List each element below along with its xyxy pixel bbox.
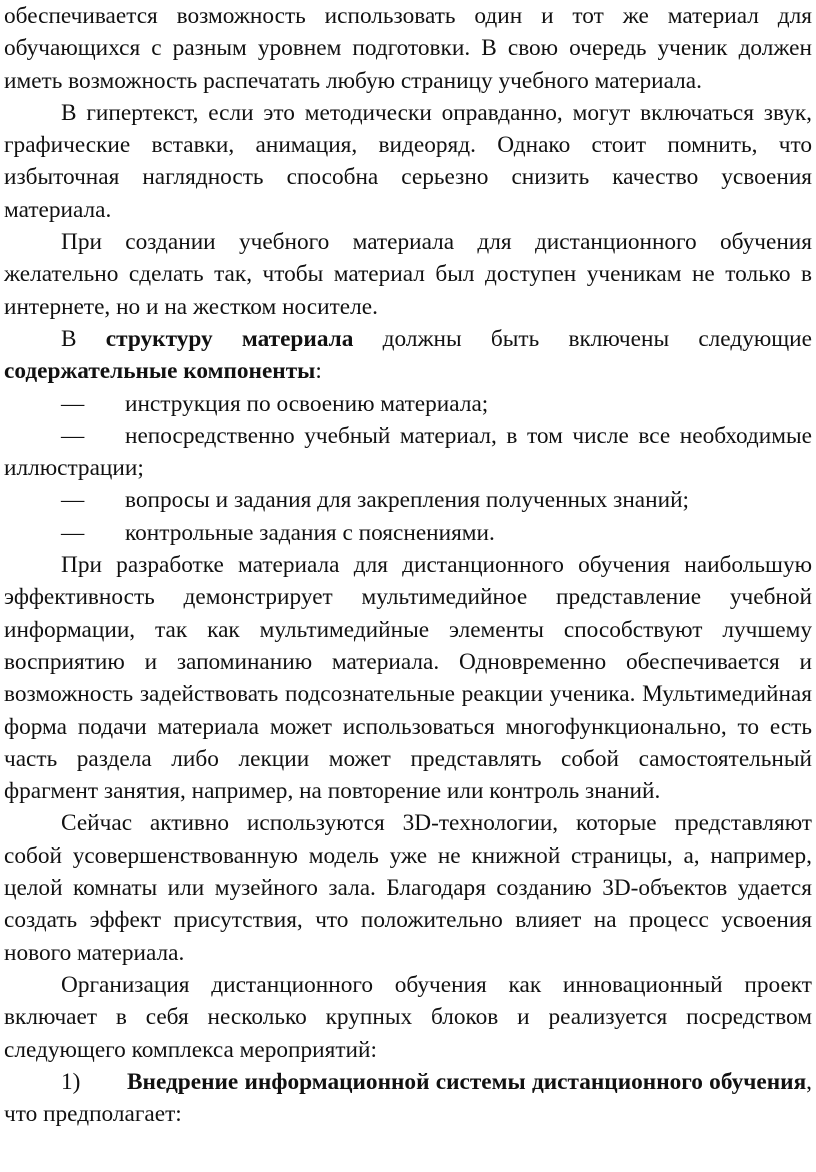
numbered-item-1 xyxy=(4,1066,812,1131)
list-item xyxy=(4,517,812,549)
paragraph-material-access: При создании учебного материала для дистанционного обучения желательно сделать так, чтобы материал был доступен ученикам не только в интернете, но и на жестком носителе. xyxy=(4,229,812,320)
dash-marker: — xyxy=(61,519,85,546)
item-number: 1) xyxy=(61,1068,81,1095)
list-item-text: вопросы и задания для закрепления полученных знаний; xyxy=(125,487,690,514)
list-item xyxy=(4,484,812,516)
component-list xyxy=(4,388,812,549)
list-item-text: инструкция по освоению материала; xyxy=(125,390,489,417)
list-item xyxy=(4,420,812,485)
dash-marker: — xyxy=(61,422,85,449)
paragraph-organization: Организация дистанционного обучения как инновационный проект включает в себя несколько крупных блоков и реализуется посредством следующего комплекса мероприятий: xyxy=(4,971,812,1063)
dash-marker: — xyxy=(61,487,85,514)
bold-structure-term: структуру материала xyxy=(105,325,354,352)
bold-system-implementation: Внедрение информационной системы дистанционного обучения xyxy=(127,1068,807,1095)
structure-intro-start: В xyxy=(61,325,106,352)
paragraph-multimedia: При разработке материала для дистанционного обучения наибольшую эффективность демонстрирует мультимедийное представление учебной информации, так как мультимедийные элементы способствуют лучшему восприятию и запоминанию материала. Одновременно обеспечивается и возможность задействовать подсознательные реакции ученика. Мультимедийная форма подачи материала может использоваться многофункционально, то есть часть раздела либо лекции может представлять собой самостоятельный фрагмент занятия, например, на повторение или контроль знаний. xyxy=(4,552,812,805)
paragraph-3d-technologies: Сейчас активно используются 3D-технологии, которые представляют собой усовершенствованную модель уже не книжной страницы, а, например, целой комнаты или музейного зала. Благодаря созданию 3D-объектов удается создать эффект присутствия, что положительно влияет на процесс усвоения нового материала. xyxy=(4,810,812,966)
numbered-item-tail: , что предполагает: xyxy=(4,1068,812,1128)
structure-intro-middle: должны быть включены следующие xyxy=(353,325,812,352)
dash-marker: — xyxy=(61,390,85,417)
list-item-text: непосредственно учебный материал, в том числе все необходимые иллюстрации; xyxy=(4,422,812,482)
paragraph-hypertext: В гипертекст, если это методически оправданно, могут включаться звук, графические вставки, анимация, видеоряд. Однако стоит помнить, что избыточная наглядность способна серьезно снизить качество усвоения материала. xyxy=(4,99,812,223)
list-item xyxy=(4,388,812,420)
bold-components-term: содержательные компоненты xyxy=(4,358,316,385)
paragraph-continuation: обеспечивается возможность использовать один и тот же материал для обучающихся с разным уровнем подготовки. В свою очередь ученик должен иметь возможность распечатать любую страницу учебного материала. xyxy=(4,3,812,94)
structure-intro-colon: : xyxy=(315,358,322,385)
list-item-text: контрольные задания с пояснениями. xyxy=(125,519,495,546)
paragraph-structure-intro xyxy=(4,323,812,388)
